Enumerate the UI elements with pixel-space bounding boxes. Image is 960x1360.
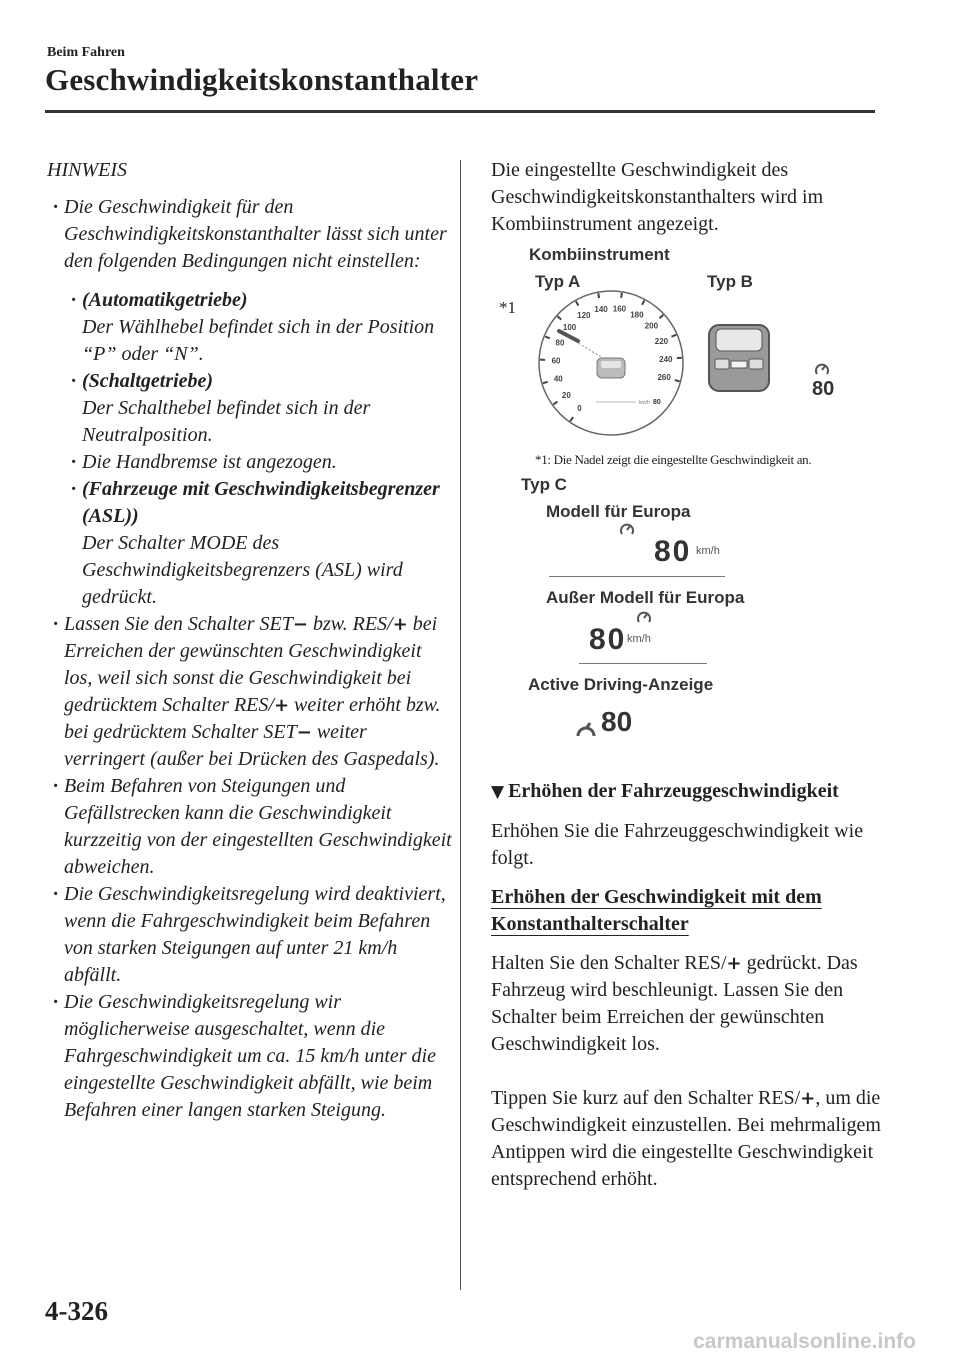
gauge-tick (621, 293, 622, 298)
section-text: Erhöhen Sie die Fahrzeuggeschwindigkeit wie folgt. (491, 820, 864, 869)
subbullet-text: Der Schalter MODE des Geschwindigkeitsbegrenzers (ASL) wird gedrückt. (82, 532, 403, 608)
speedometer-gauge (536, 288, 686, 438)
gauge-tick-label: 20 (561, 391, 571, 401)
non-europe-unit: km/h (627, 633, 651, 645)
page-number: 4-326 (45, 1296, 108, 1326)
type-b-label: Typ B (707, 272, 753, 291)
gauge-tick (545, 336, 550, 338)
note-subbullet (47, 476, 452, 611)
note-bullet (47, 194, 452, 275)
cruise-control-icon (575, 718, 597, 738)
gauge-tick (558, 316, 562, 319)
note-subbullet (47, 287, 452, 368)
note-text: Lassen Sie den Schalter SET (64, 613, 293, 635)
triangle-bullet-icon: ▼ (491, 782, 505, 802)
right-column (491, 157, 891, 1193)
note-bullet-text: · Die Geschwindigkeitsregelung wir möglicherweise ausgeschaltet, wenn die Fahrgeschwindigkeit um ca. 15 km/h unter die eingestellte Geschwindigkeit abfällt, wie beim Befahren einer langen starken Steigung. (64, 991, 436, 1121)
type-b-car-display (703, 313, 775, 395)
gauge-odo-speed: 80 (653, 399, 661, 406)
non-europe-set-speed: 80 (589, 623, 627, 656)
note-block (47, 157, 452, 1124)
note-bullet (47, 611, 452, 773)
section-heading-text: Erhöhen der Fahrzeuggeschwindigkeit (508, 780, 839, 802)
note-text: bzw. RES/ (307, 613, 393, 635)
subbullet-text: Der Schalthebel befindet sich in der Neutralposition. (82, 397, 371, 446)
minus-icon: − (296, 722, 312, 743)
gauge-tick (672, 335, 677, 337)
section-heading (491, 778, 891, 806)
gauge-tick-label: 200 (644, 321, 659, 331)
subbullet-text: Der Wählhebel befindet sich in der Position “P” oder “N”. (82, 316, 435, 365)
europe-label: Modell für Europa (546, 502, 691, 521)
active-driving-label: Active Driving-Anzeige (528, 675, 714, 694)
car-window-icon (601, 361, 621, 368)
europe-set-speed: 80 (654, 535, 692, 568)
type-b-set-speed: 80 (812, 378, 835, 400)
note-text: bei Erreichen der gewünschten Geschwindigkeit los, weil sich sonst die Geschwindigkeit bei gedrücktem Schalter RES/ (64, 613, 438, 716)
europe-display-line (549, 576, 725, 577)
intro-text: Die eingestellte Geschwindigkeit des Geschwindigkeitskonstanthalters wird im Kombiinstrument angezeigt. (491, 159, 824, 235)
gauge-tick-label: 260 (657, 373, 671, 383)
gauge-tick (675, 380, 680, 381)
plus-icon: + (392, 614, 408, 635)
subsection-heading: Erhöhen der Geschwindigkeit mit dem Konstanthalterschalter (491, 886, 822, 935)
needle-marker-label: *1 (499, 298, 516, 317)
gauge-tick-label: 60 (551, 356, 561, 366)
gauge-tick-label: 180 (630, 310, 644, 320)
title-rule (45, 110, 875, 113)
car-taillight-left-icon (715, 359, 729, 369)
gauge-tick-label: 80 (555, 338, 565, 348)
gauge-tick-label: 220 (654, 337, 669, 347)
gauge-tick-label: 0 (577, 404, 582, 414)
non-europe-display-line (579, 663, 707, 664)
gauge-tick (576, 301, 578, 305)
gauge-tick (660, 315, 664, 318)
plus-icon: + (273, 695, 290, 716)
gauge-unit-text: km/h (639, 400, 650, 406)
note-text: weiter verringert (außer bei Drücken des Gaspedals). (64, 721, 440, 770)
note-bullet (47, 989, 452, 1124)
subbullet-heading: · (Fahrzeuge mit Geschwindigkeitsbegrenzer (ASL)) (82, 478, 440, 527)
note-subbullet (47, 368, 452, 449)
cruise-control-icon (814, 362, 830, 376)
gauge-tick (598, 293, 599, 298)
gauge-tick-label: 240 (659, 354, 673, 364)
note-heading: HINWEIS (47, 159, 127, 181)
figure-footnote: *1: Die Nadel zeigt die eingestellte Geschwindigkeit an. (535, 452, 812, 467)
europe-unit: km/h (696, 545, 720, 557)
active-driving-set-speed: 80 (601, 706, 633, 737)
type-a-label: Typ A (535, 272, 581, 291)
column-divider (460, 160, 461, 1290)
watermark: carmanualsonline.info (693, 1330, 916, 1353)
subbullet-heading: · (Schaltgetriebe) (82, 370, 214, 392)
figure-title: Kombiinstrument (529, 245, 670, 264)
car-taillight-right-icon (749, 359, 763, 369)
note-text: weiter erhöht bzw. bei gedrücktem Schalter SET (64, 694, 441, 743)
gauge-tick (570, 417, 573, 421)
instruction-text: gedrückt. Das Fahrzeug wird beschleunigt. Lassen Sie den Schalter beim Erreichen der gewünschten Geschwindigkeit los. (491, 952, 858, 1055)
gauge-tick-label: 140 (594, 304, 608, 314)
gauge-tick (553, 402, 557, 405)
note-subbullet (47, 449, 452, 476)
subbullet-heading: · (Automatikgetriebe) (82, 289, 248, 311)
plus-icon: + (800, 1088, 816, 1109)
gauge-tick-label: 120 (577, 311, 591, 321)
non-europe-label: Außer Modell für Europa (546, 588, 745, 607)
gauge-tick-label: 40 (553, 374, 563, 384)
note-bullet (47, 881, 452, 989)
note-bullet (47, 773, 452, 881)
instruction-text: Halten Sie den Schalter RES/ (491, 952, 727, 974)
instruction-text: , um die Geschwindigkeit einzustellen. Bei mehrmaligem Antippen wird die eingestellte Geschwindigkeit entsprechend erhöht. (491, 1087, 881, 1190)
note-bullet-text: · Die Geschwindigkeit für den Geschwindigkeitskonstanthalter lässt sich unter den folgenden Bedingungen nicht einstellen: (64, 196, 447, 272)
minus-icon: − (292, 614, 308, 635)
type-c-label: Typ C (521, 475, 567, 494)
gauge-tick-label: 100 (562, 322, 577, 332)
gauge-tick (543, 382, 548, 383)
chapter-title: Geschwindigkeitskonstanthalter (45, 62, 479, 97)
car-rear-window-icon (716, 329, 762, 351)
instruction-paragraph (491, 1085, 891, 1193)
gauge-tick (642, 300, 644, 304)
car-plate-icon (731, 361, 747, 368)
subbullet-text: · Die Handbremse ist angezogen. (82, 451, 337, 473)
instruction-paragraph (491, 950, 891, 1058)
plus-icon: + (726, 953, 742, 974)
cruise-control-icon (619, 522, 635, 536)
instruction-text: Tippen Sie kurz auf den Schalter RES/ (491, 1087, 801, 1109)
cruise-control-icon (636, 610, 652, 624)
gauge-tick-label: 160 (612, 304, 627, 314)
instrument-figure (491, 238, 891, 706)
active-driving-display (491, 706, 891, 754)
section-label: Beim Fahren (47, 45, 125, 60)
note-bullet-text: · Beim Befahren von Steigungen und Gefällstrecken kann die Geschwindigkeit kurzzeitig von der eingestellten Geschwindigkeit abweichen. (64, 775, 452, 878)
note-bullet-text: · Die Geschwindigkeitsregelung wird deaktiviert, wenn die Fahrgeschwindigkeit beim Befahren von starken Steigungen auf unter 21 km/h abfällt. (64, 883, 446, 986)
